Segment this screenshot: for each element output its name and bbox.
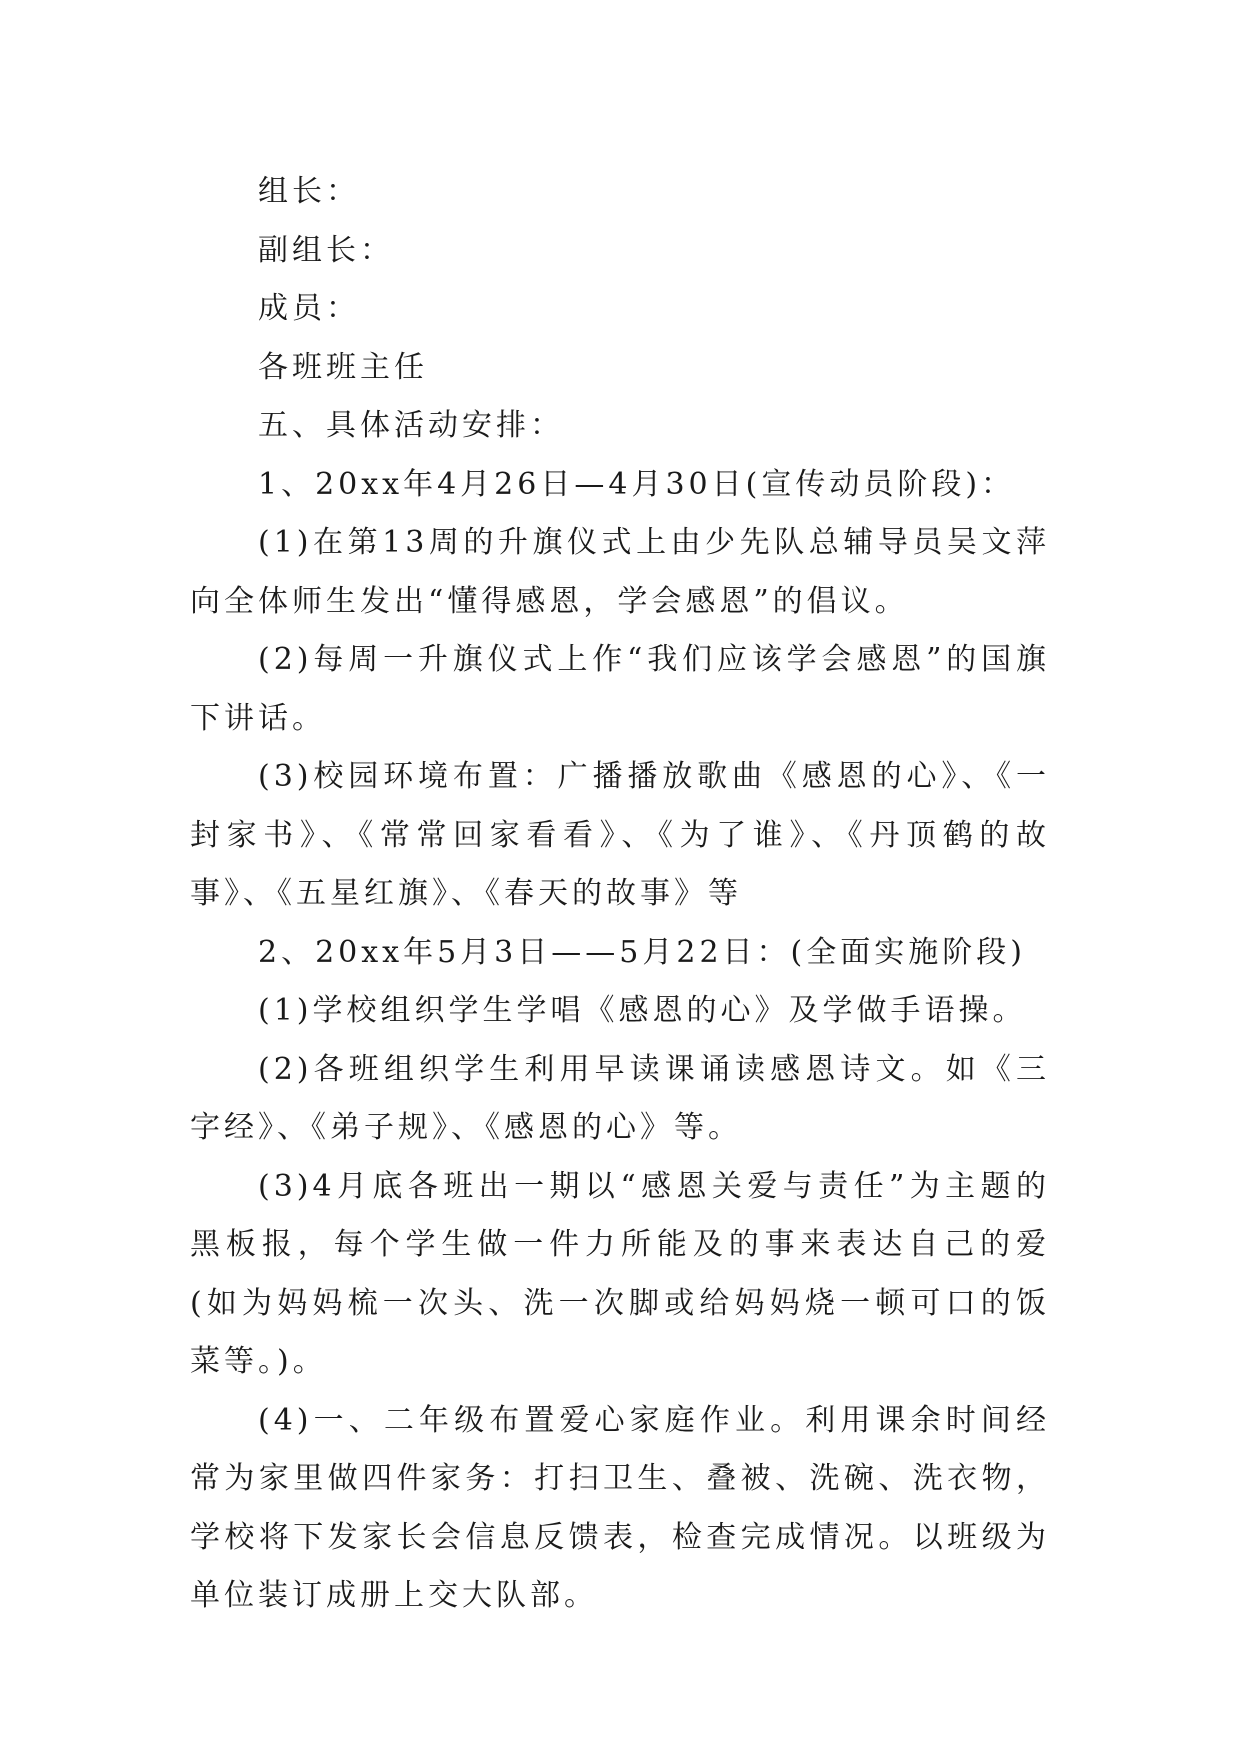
section-heading-activities: 五、具体活动安排： xyxy=(258,408,564,443)
phase-1-heading: 1、20xx年4月26日—4月30日(宣传动员阶段)： xyxy=(258,466,1016,502)
document-body xyxy=(190,163,1050,1626)
phase-1-item-1: (1)在第13周的升旗仪式上由少先队总辅导员吴文萍向全体师生发出“懂得感恩，学会感恩”的倡议。 xyxy=(190,525,1050,619)
phase-2-item-2: (2)各班组织学生利用早读课诵读感恩诗文。如《三字经》、《弟子规》、《感恩的心》等。 xyxy=(190,1051,1050,1145)
phase-2-item-4: (4)一、二年级布置爱心家庭作业。利用课余时间经常为家里做四件家务：打扫卫生、叠被、洗碗、洗衣物，学校将下发家长会信息反馈表，检查完成情况。以班级为单位装订成册上交大队部。 xyxy=(190,1402,1050,1613)
phase-2-item-1: (1)学校组织学生学唱《感恩的心》及学做手语操。 xyxy=(258,993,1027,1028)
paragraph-leader: 组长： xyxy=(258,174,360,209)
phase-2-heading: 2、20xx年5月3日——5月22日：(全面实施阶段) xyxy=(258,934,1026,970)
phase-2-item-3: (3)4月底各班出一期以“感恩关爱与责任”为主题的黑板报，每个学生做一件力所能及的事来表达自己的爱(如为妈妈梳一次头、洗一次脚或给妈妈烧一顿可口的饭菜等。)。 xyxy=(190,1168,1050,1379)
paragraph-class-teachers: 各班班主任 xyxy=(258,349,428,385)
paragraph-deputy-leader: 副组长： xyxy=(258,232,394,268)
phase-1-item-2: (2)每周一升旗仪式上作“我们应该学会感恩”的国旗下讲话。 xyxy=(190,642,1050,736)
paragraph-members: 成员： xyxy=(258,291,360,326)
phase-1-item-3: (3)校园环境布置：广播播放歌曲《感恩的心》、《一封家书》、《常常回家看看》、《为了谁》、《丹顶鹤的故事》、《五星红旗》、《春天的故事》等 xyxy=(190,759,1050,911)
